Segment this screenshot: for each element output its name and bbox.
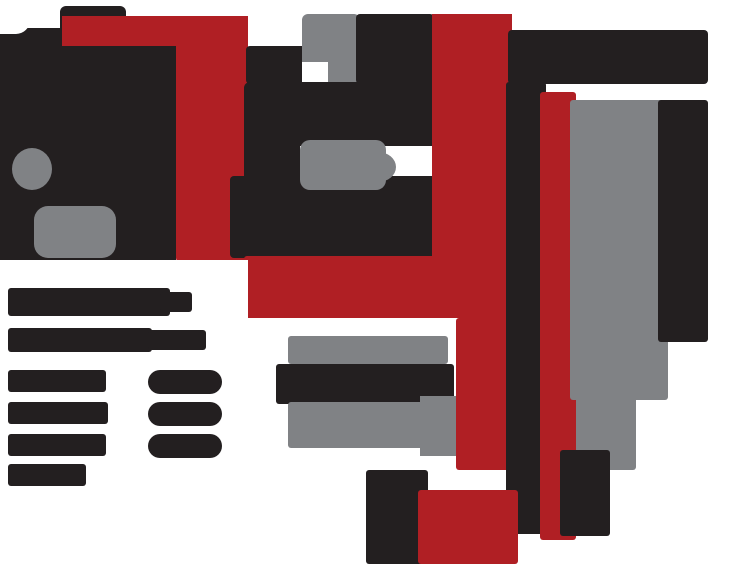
- dark-list-row-1-ext: [160, 292, 192, 312]
- red-right-vertical-band: [432, 14, 512, 266]
- dark-list-row-1: [8, 288, 170, 316]
- dark-list-row-2-ext: [148, 330, 206, 350]
- gray-blob-left: [34, 206, 116, 258]
- dark-far-right-top-block: [508, 30, 708, 84]
- dark-list-row-6: [8, 464, 86, 486]
- gray-right-column: [570, 100, 668, 400]
- dark-far-right-column: [658, 100, 708, 342]
- dark-list-row-5: [8, 434, 106, 456]
- dark-bullet-1: [148, 370, 222, 394]
- red-mid-horizontal-band: [244, 256, 514, 318]
- gray-lower-band: [288, 402, 438, 448]
- dark-list-row-2: [8, 328, 152, 352]
- dark-list-row-4: [8, 402, 108, 424]
- dark-center-mass-tail: [244, 140, 300, 176]
- dark-right-upper-block: [356, 14, 434, 84]
- dark-right-column-foot: [560, 450, 610, 536]
- red-bottom-center-block: [418, 490, 518, 564]
- dark-list-row-3: [8, 370, 106, 392]
- dark-bullet-2: [148, 402, 222, 426]
- gray-lower-tab: [288, 336, 448, 364]
- gray-center-blob-tip: [360, 152, 396, 182]
- gray-small-dot-left: [12, 148, 52, 190]
- dark-bullet-3: [148, 434, 222, 458]
- dark-upper-center-block: [246, 46, 310, 84]
- gray-blob-left-dot: [46, 212, 74, 240]
